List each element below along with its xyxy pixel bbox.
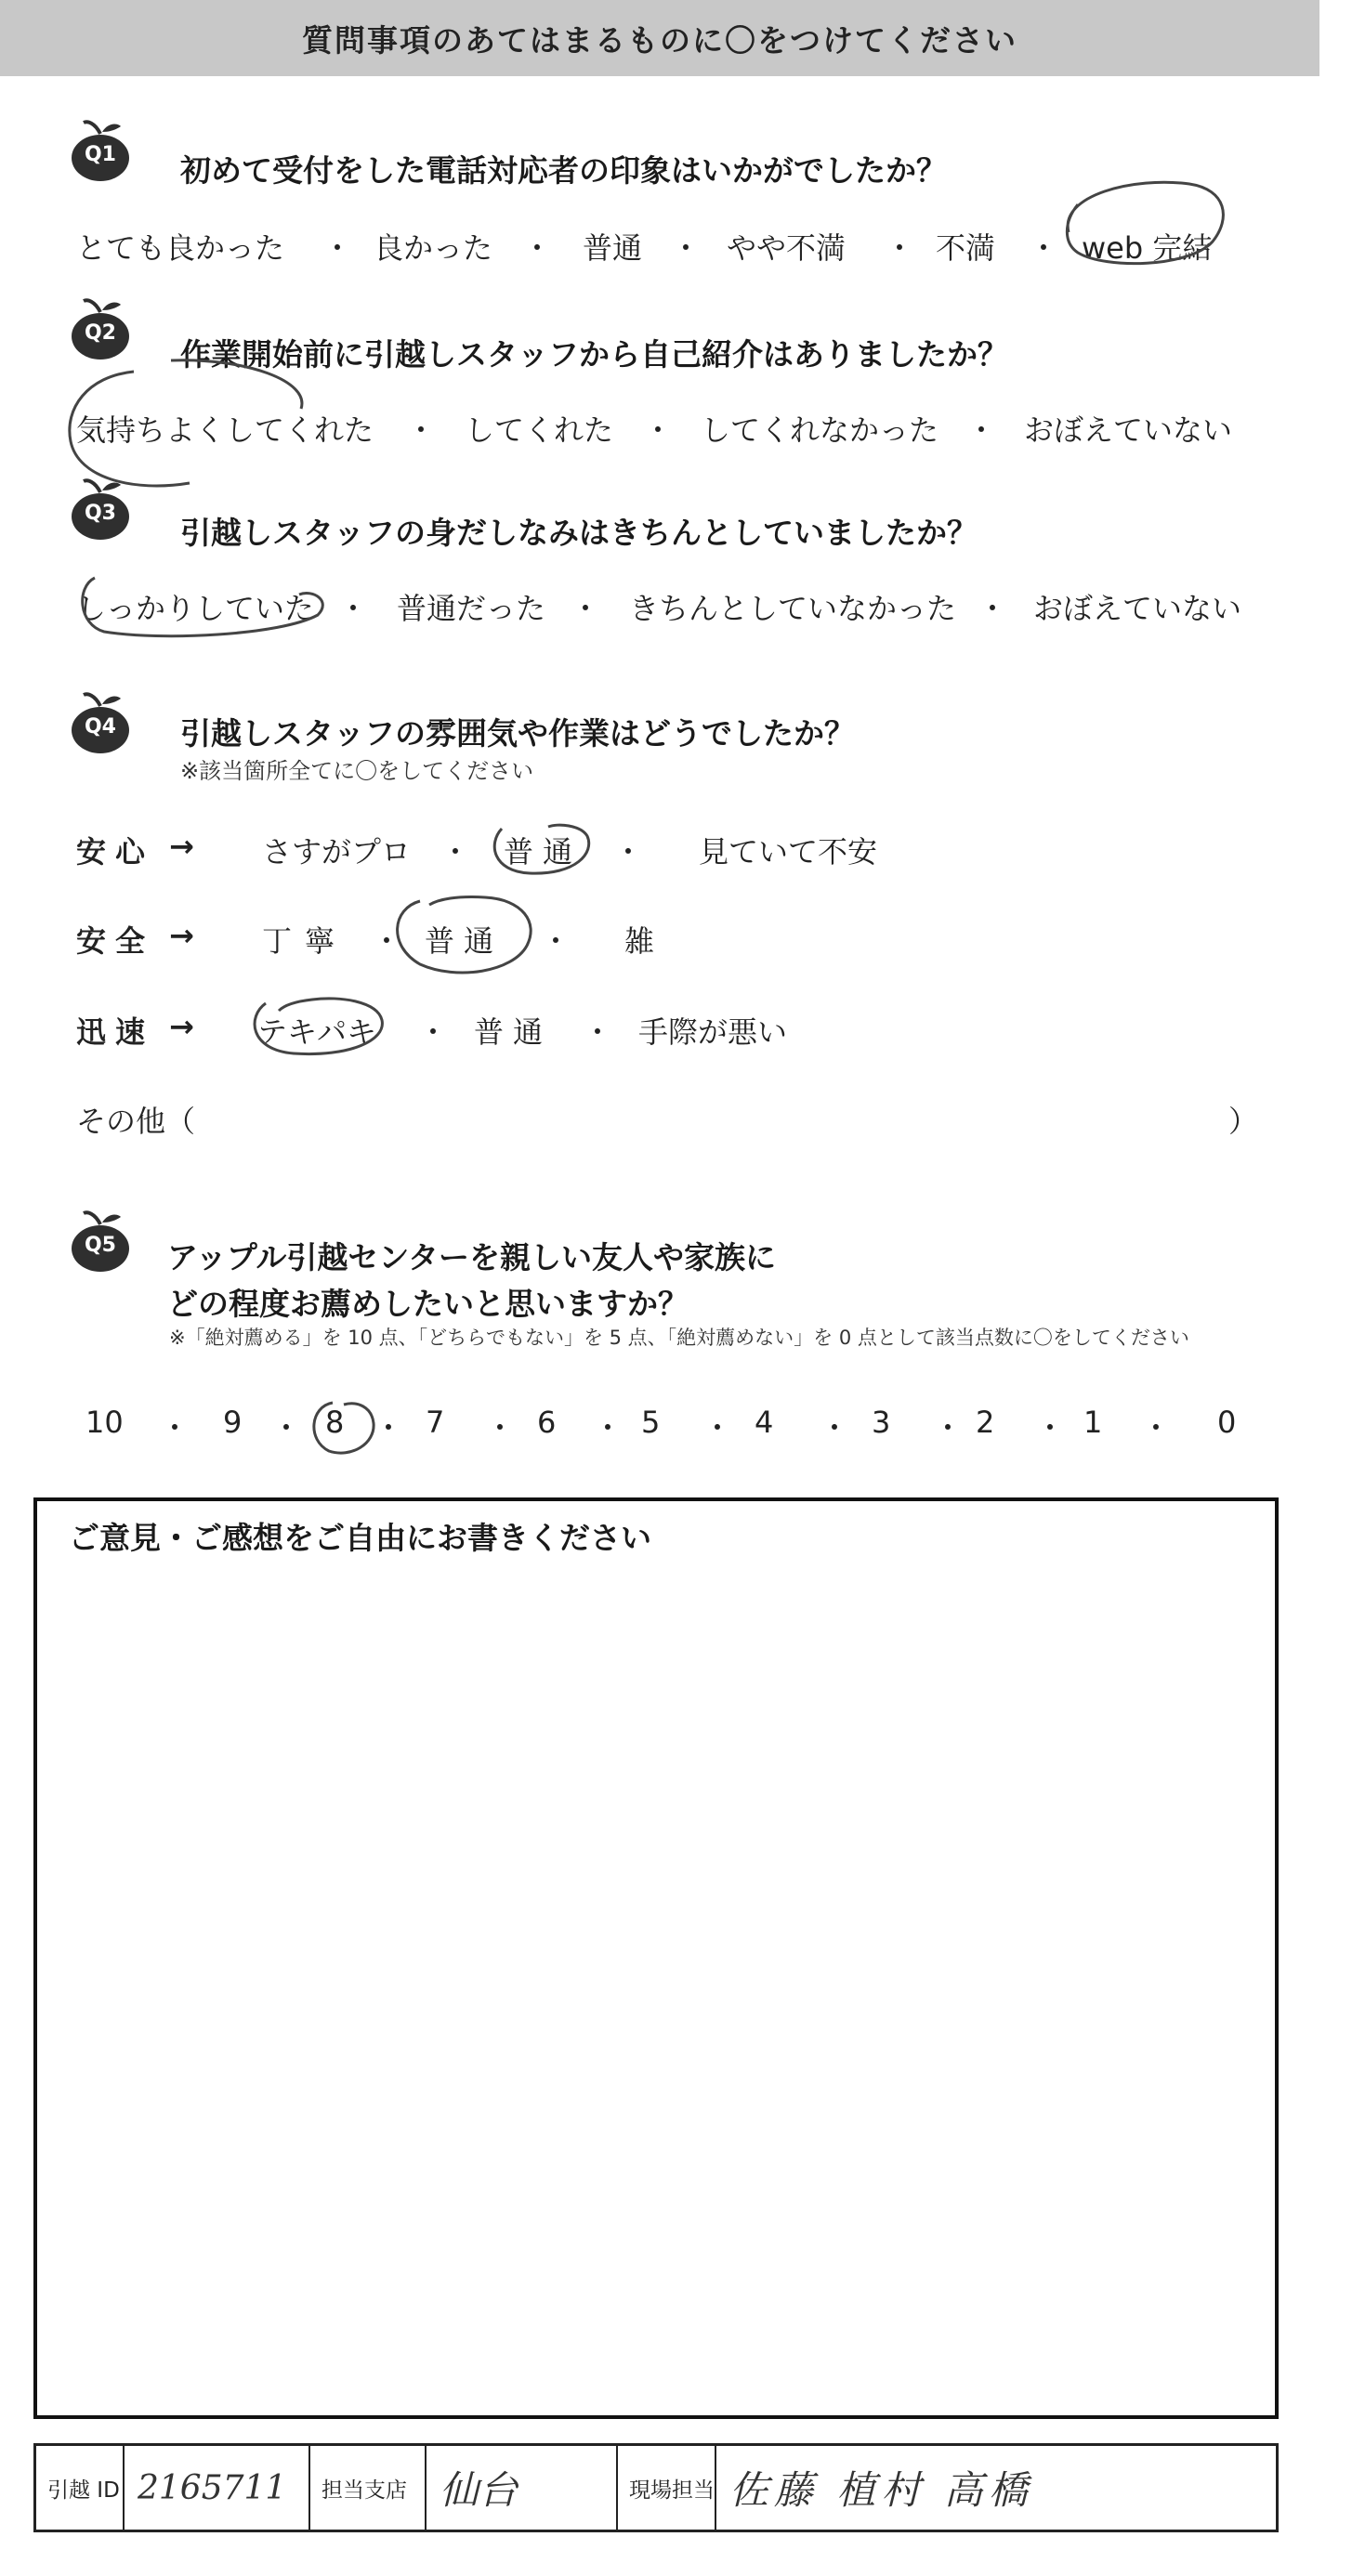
q3-option[interactable]: きちんとしていなかった bbox=[629, 591, 957, 626]
q4-row-label: 安全 bbox=[76, 923, 155, 959]
separator-dot: ・ bbox=[593, 1410, 623, 1445]
footer-table bbox=[33, 2443, 1279, 2532]
separator-dot: ・ bbox=[522, 230, 553, 266]
score-option[interactable]: 3 bbox=[872, 1405, 891, 1440]
separator-dot: ・ bbox=[440, 834, 471, 870]
separator-dot: ・ bbox=[485, 1410, 516, 1445]
q4-badge-label: Q4 bbox=[84, 715, 116, 739]
q1-option[interactable]: 普通 bbox=[583, 230, 643, 266]
arrow-right-icon: → bbox=[169, 1009, 194, 1044]
separator-dot: ・ bbox=[374, 1410, 404, 1445]
branch-value: 仙台 bbox=[440, 2467, 518, 2513]
q3-badge-label: Q3 bbox=[84, 502, 116, 525]
separator-dot: ・ bbox=[418, 1014, 449, 1050]
separator-dot: ・ bbox=[541, 923, 571, 959]
q5-question-line2: どの程度お薦めしたいと思いますか？ bbox=[167, 1286, 689, 1322]
score-option[interactable]: 4 bbox=[755, 1405, 774, 1440]
separator-dot: ・ bbox=[1141, 1410, 1172, 1445]
q4-badge bbox=[67, 689, 134, 756]
q2-option[interactable]: してくれなかった bbox=[701, 412, 939, 448]
staff-label: 現場担当 bbox=[629, 2478, 715, 2503]
score-option[interactable]: 10 bbox=[85, 1405, 124, 1440]
separator-dot: ・ bbox=[372, 923, 402, 959]
q1-option[interactable]: とても良かった bbox=[76, 230, 285, 266]
q1-badge-label: Q1 bbox=[84, 143, 116, 166]
separator-dot: ・ bbox=[271, 1410, 302, 1445]
q4-option[interactable]: 手際が悪い bbox=[638, 1014, 788, 1050]
separator-dot: ・ bbox=[571, 591, 601, 626]
q4-option[interactable]: 丁寧 bbox=[262, 923, 348, 959]
q1-option[interactable]: やや不満 bbox=[727, 230, 847, 266]
q2-option[interactable]: おぼえていない bbox=[1024, 412, 1233, 448]
move-id-label: 引越 ID bbox=[47, 2478, 120, 2503]
separator-dot: ・ bbox=[702, 1410, 733, 1445]
comment-box-title: ご意見・ご感想をご自由にお書きください bbox=[69, 1520, 651, 1556]
separator-dot: ・ bbox=[1029, 230, 1059, 266]
q4-other-row bbox=[76, 1098, 1266, 1139]
move-id-value: 2165711 bbox=[138, 2468, 287, 2507]
q4-option-selected[interactable]: 普通 bbox=[504, 834, 583, 870]
q1-option[interactable]: 良かった bbox=[374, 230, 493, 266]
q4-option[interactable]: 雑 bbox=[624, 923, 655, 959]
q4-row-anshin bbox=[76, 829, 1284, 870]
branch-label-cell bbox=[310, 2446, 427, 2530]
q3-option[interactable]: 普通だった bbox=[397, 591, 546, 626]
q4-note: ※該当箇所全てに〇をしてください bbox=[180, 758, 534, 784]
branch-value-cell bbox=[427, 2446, 618, 2530]
separator-dot: ・ bbox=[820, 1410, 850, 1445]
q2-option[interactable]: してくれた bbox=[465, 412, 614, 448]
separator-dot: ・ bbox=[338, 591, 369, 626]
q3-option[interactable]: おぼえていない bbox=[1033, 591, 1242, 626]
score-option-selected[interactable]: 8 bbox=[325, 1405, 345, 1440]
q4-other-label: その他（ bbox=[76, 1104, 196, 1139]
q5-badge-label: Q5 bbox=[84, 1234, 116, 1257]
staff-value-cell bbox=[716, 2446, 1276, 2530]
separator-dot: ・ bbox=[583, 1014, 613, 1050]
score-option[interactable]: 9 bbox=[223, 1405, 243, 1440]
q5-note: ※「絶対薦める」を 10 点、「どちらでもない」を 5 点、「絶対薦めない」を 0 点として該当点数に〇をしてください bbox=[169, 1327, 1189, 1349]
separator-dot: ・ bbox=[643, 412, 674, 448]
staff-label-cell bbox=[618, 2446, 716, 2530]
score-option[interactable]: 0 bbox=[1217, 1405, 1237, 1440]
q1-question: 初めて受付をした電話対応者の印象はいかがでしたか？ bbox=[180, 152, 947, 189]
separator-dot: ・ bbox=[671, 230, 702, 266]
q4-option[interactable]: さすがプロ bbox=[262, 834, 412, 870]
q1-option[interactable]: 不満 bbox=[936, 230, 996, 266]
staff-value: 佐藤 植村 高橋 bbox=[729, 2467, 1033, 2513]
q4-row-label: 安心 bbox=[76, 834, 155, 870]
header-bar bbox=[0, 0, 1319, 76]
separator-dot: ・ bbox=[933, 1410, 964, 1445]
q3-option-selected[interactable]: しっかりしていた bbox=[76, 591, 315, 626]
separator-dot: ・ bbox=[978, 591, 1008, 626]
separator-dot: ・ bbox=[322, 230, 353, 266]
q4-option[interactable]: 見ていて不安 bbox=[699, 834, 878, 870]
q2-badge bbox=[67, 295, 134, 362]
arrow-right-icon: → bbox=[169, 829, 194, 864]
q5-badge bbox=[67, 1208, 134, 1275]
q2-question: 作業開始前に引越しスタッフから自己紹介はありましたか？ bbox=[180, 336, 1008, 373]
branch-label: 担当支店 bbox=[322, 2478, 407, 2503]
q4-other-close: ） bbox=[1228, 1104, 1259, 1139]
score-option[interactable]: 2 bbox=[976, 1405, 995, 1440]
q4-option-selected[interactable]: 普通 bbox=[425, 923, 504, 959]
q2-badge-label: Q2 bbox=[84, 321, 116, 345]
separator-dot: ・ bbox=[885, 230, 915, 266]
comment-box[interactable] bbox=[33, 1497, 1279, 2419]
q1-badge bbox=[67, 117, 134, 184]
q1-options bbox=[76, 225, 1284, 266]
q5-question-line1: アップル引越センターを親しい友人や家族に bbox=[167, 1239, 777, 1275]
score-option[interactable]: 6 bbox=[537, 1405, 557, 1440]
score-option[interactable]: 7 bbox=[426, 1405, 445, 1440]
q3-question: 引越しスタッフの身だしなみはきちんとしていましたか？ bbox=[180, 515, 978, 551]
q4-row-label: 迅速 bbox=[76, 1014, 155, 1050]
score-option[interactable]: 1 bbox=[1083, 1405, 1103, 1440]
q5-score-row bbox=[85, 1405, 1256, 1445]
separator-dot: ・ bbox=[613, 834, 644, 870]
q4-option-selected[interactable]: テキパキ bbox=[257, 1014, 377, 1050]
q4-question: 引越しスタッフの雰囲気や作業はどうでしたか？ bbox=[180, 715, 855, 752]
separator-dot: ・ bbox=[1035, 1410, 1066, 1445]
q3-badge bbox=[67, 476, 134, 543]
q4-row-jinsoku bbox=[76, 1009, 1284, 1050]
score-option[interactable]: 5 bbox=[641, 1405, 661, 1440]
separator-dot: ・ bbox=[406, 412, 437, 448]
separator-dot: ・ bbox=[966, 412, 997, 448]
q1-option-selected[interactable]: web 完結 bbox=[1082, 230, 1213, 266]
q2-options bbox=[76, 407, 1284, 448]
q4-option[interactable]: 普通 bbox=[474, 1014, 553, 1050]
q2-option-selected[interactable]: 気持ちよくしてくれた bbox=[76, 412, 374, 448]
header-title: 質問事項のあてはまるものに〇をつけてください bbox=[302, 21, 1017, 59]
q4-row-anzen bbox=[76, 918, 1284, 959]
q3-options bbox=[76, 585, 1284, 626]
move-id-label-cell bbox=[36, 2446, 125, 2530]
separator-dot: ・ bbox=[160, 1410, 190, 1445]
move-id-value-cell bbox=[125, 2446, 310, 2530]
arrow-right-icon: → bbox=[169, 918, 194, 953]
